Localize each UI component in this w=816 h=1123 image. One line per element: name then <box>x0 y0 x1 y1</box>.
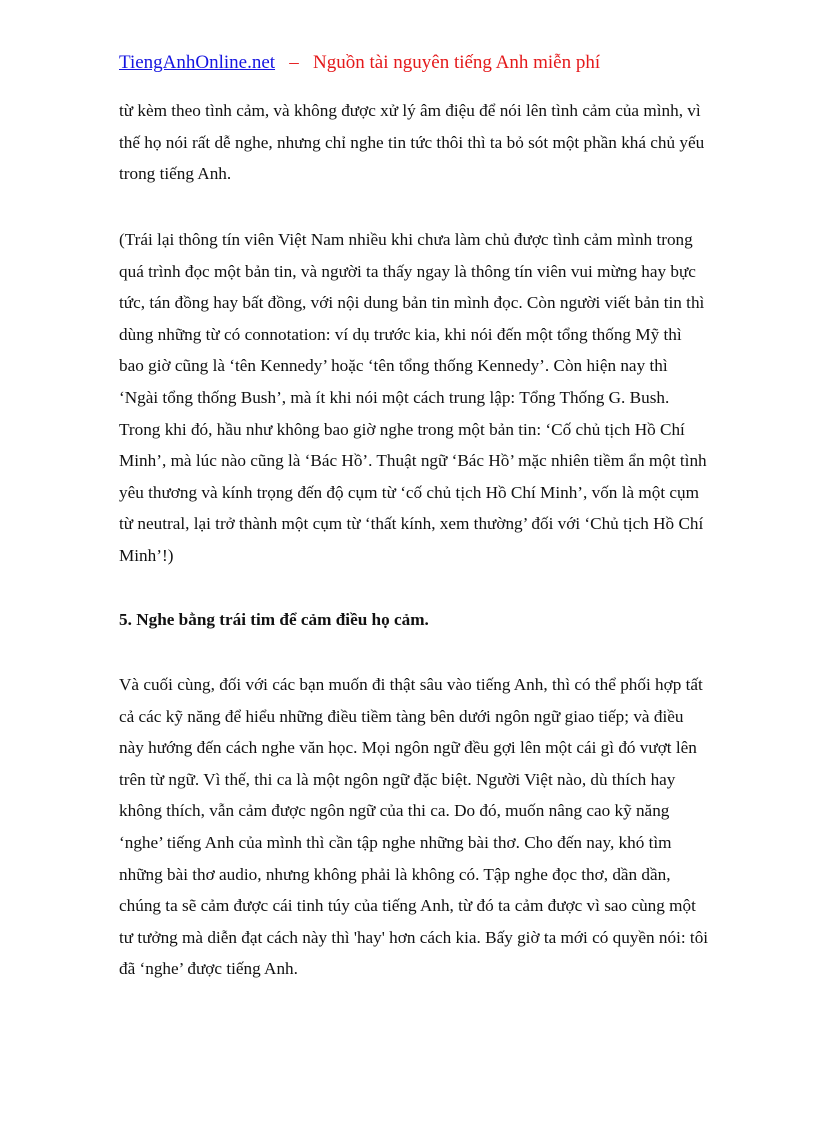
paragraph-1-text: từ kèm theo tình cảm, và không được xử lý âm điệu để nói lên tình cảm của mình, vì thế họ nói rất dễ nghe, nhưng chỉ nghe tin tức thôi thì ta bỏ sót một phần khá chủ yếu trong tiếng Anh. <box>119 101 705 184</box>
site-link[interactable]: TiengAnhOnline.net <box>119 52 276 73</box>
paragraph-3-text: Và cuối cùng, đối với các bạn muốn đi thật sâu vào tiếng Anh, thì có thể phối hợp tất cả các kỹ năng để hiểu những điều tiềm tàng bên dưới ngôn ngữ giao tiếp; và điều này hướng đến cách nghe văn học. Mọi ngôn ngữ đều gợi lên một cái gì đó vượt lên trên từ ngữ. Vì thế, thi ca là một ngôn ngữ đặc biệt. Người Việt nào, dù thích hay không thích, vẫn cảm được ngôn ngữ của thi ca. Do đó, muốn nâng cao kỹ năng ‘nghe’ tiếng Anh của mình thì cần tập nghe những bài thơ. Cho đến nay, khó tìm những bài thơ audio, nhưng không phải là không có. Tập nghe đọc thơ, dần dần, chúng ta sẽ cảm được cái tinh túy của tiếng Anh, từ đó ta cảm được vì sao cùng một tư tưởng mà diễn đạt cách này thì 'hay' hơn cách kia. Bấy giờ ta mới có quyền nói: tôi đã ‘nghe’ được tiếng Anh. <box>119 675 709 979</box>
section-heading-5: 5. Nghe bằng trái tim để cảm điều họ cảm. <box>119 610 429 629</box>
header-separator: – <box>289 52 299 73</box>
paragraph-2 <box>119 224 709 572</box>
paragraph-1 <box>119 95 709 190</box>
page-header <box>119 52 600 74</box>
header-tagline: Nguồn tài nguyên tiếng Anh miễn phí <box>313 52 601 73</box>
paragraph-3 <box>119 669 709 985</box>
paragraph-2-text: (Trái lại thông tín viên Việt Nam nhiều khi chưa làm chủ được tình cảm mình trong quá trình đọc một bản tin, và người ta thấy ngay là thông tín viên vui mừng hay bực tức, tán đồng hay bất đồng, với nội dung bản tin mình đọc. Còn người viết bản tin thì dùng những từ có connotation: ví dụ trước kia, khi nói đến một tổng thống Mỹ thì bao giờ cũng là ‘tên Kennedy’ hoặc ‘tên tổng thống Kennedy’. Còn hiện nay thì ‘Ngài tổng thống Bush’, mà ít khi nói một cách trung lập: Tổng Thống G. Bush. Trong khi đó, hầu như không bao giờ nghe trong một bản tin: ‘Cố chủ tịch Hồ Chí Minh’, mà lúc nào cũng là ‘Bác Hồ’. Thuật ngữ ‘Bác Hồ’ mặc nhiên tiềm ẩn một tình yêu thương và kính trọng đến độ cụm từ ‘cố chủ tịch Hồ Chí Minh’, vốn là một cụm từ neutral, lại trở thành một cụm từ ‘thất kính, xem thường’ đối với ‘Chủ tịch Hồ Chí Minh’!) <box>119 230 707 565</box>
